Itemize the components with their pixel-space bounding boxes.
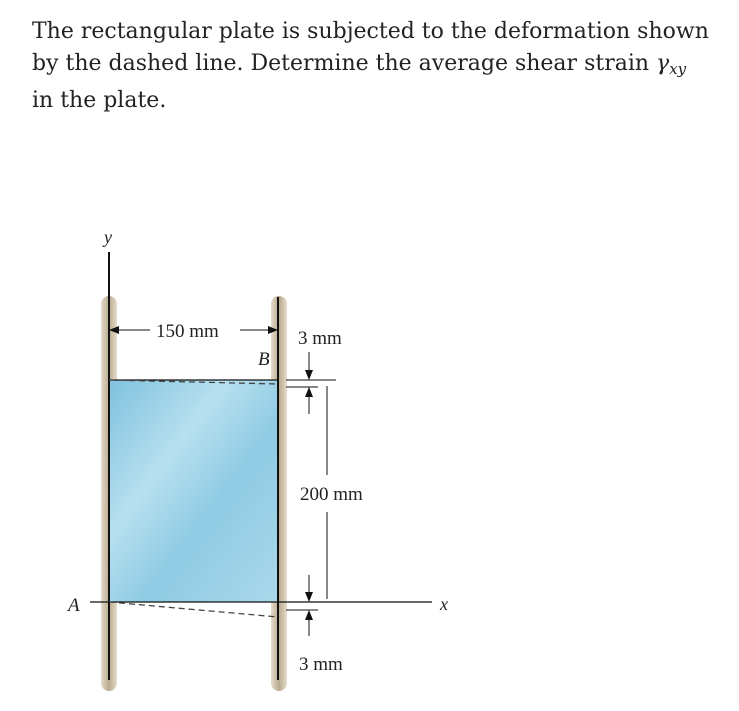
problem-text-end: in the plate. — [32, 88, 167, 113]
top-offset-label: 3 mm — [298, 328, 342, 349]
y-axis-label: y — [104, 227, 112, 247]
plate — [109, 380, 278, 602]
shear-strain-symbol: γ — [656, 51, 670, 76]
deformed-bottom-edge — [109, 602, 278, 617]
width-dimension-label: 150 mm — [156, 321, 219, 342]
shear-strain-subscript: xy — [669, 60, 687, 78]
point-a-label: A — [68, 595, 80, 616]
x-axis-label: x — [440, 594, 448, 614]
height-dimension-label: 200 mm — [300, 484, 363, 505]
problem-text-main: The rectangular plate is subjected to the deformation shown by the dashed line. Determine the average shear strain — [32, 19, 709, 76]
point-b-label: B — [258, 349, 270, 370]
bottom-offset-label: 3 mm — [299, 654, 343, 675]
